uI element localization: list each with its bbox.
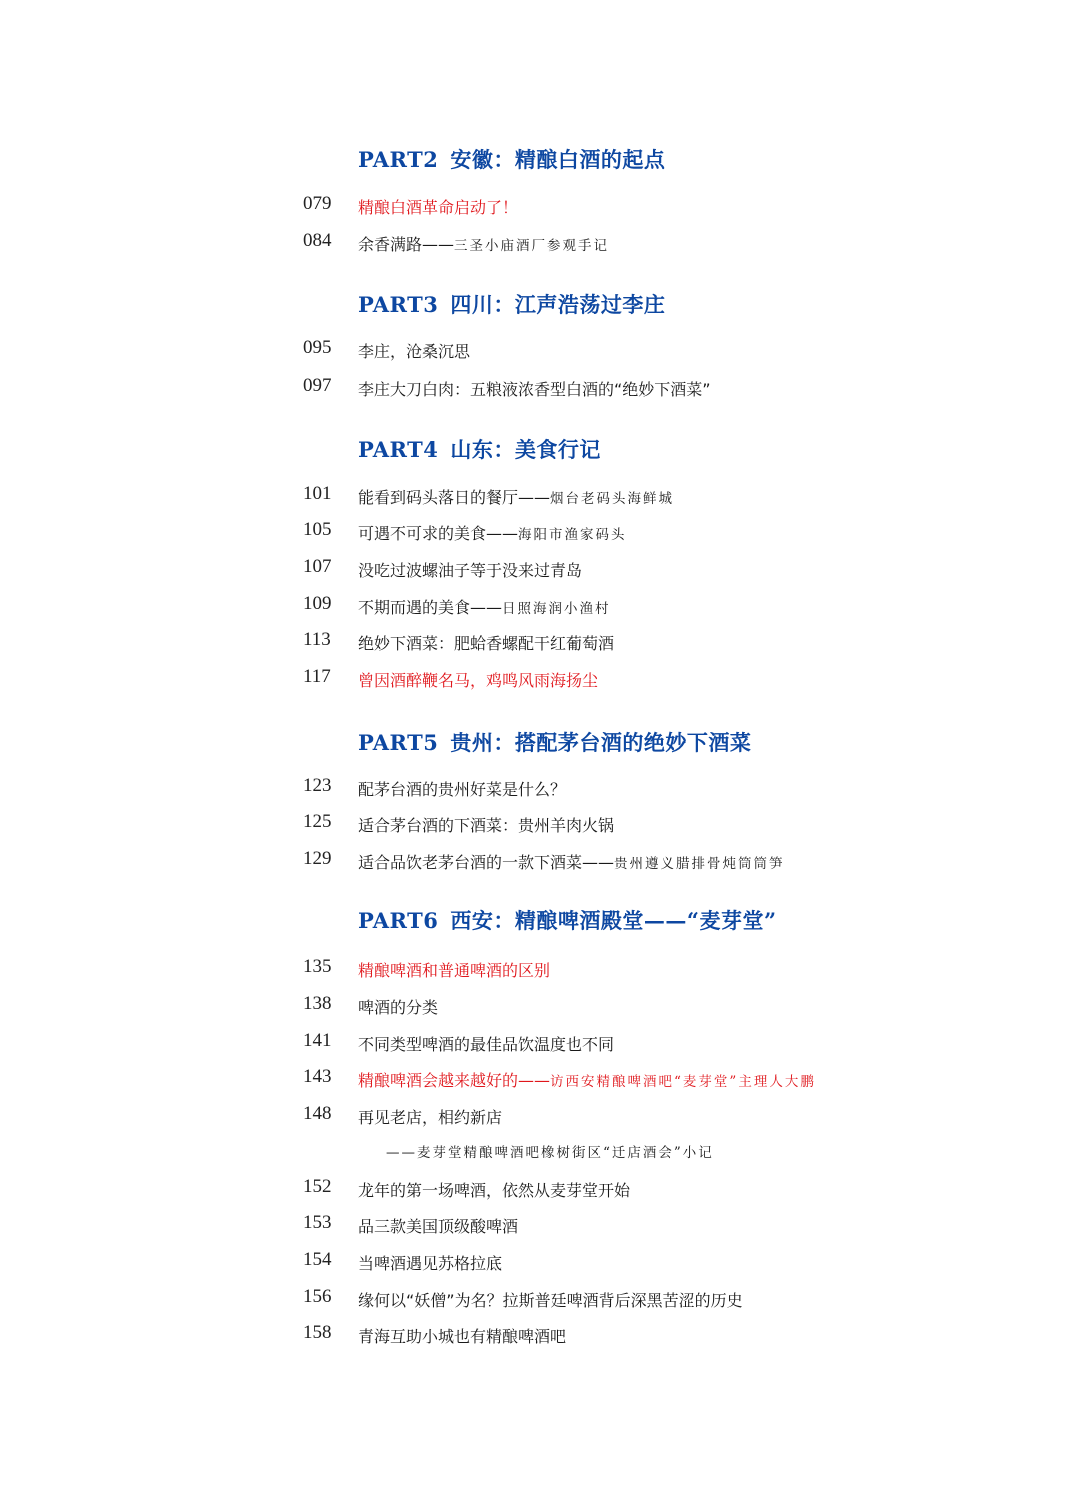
section-title: 山东：美食行记: [450, 437, 601, 462]
entry-main-title: 精酿白酒革命启动了！: [358, 198, 519, 217]
page-number: 153: [303, 1212, 332, 1233]
entry-title: [358, 631, 614, 654]
entry-main-title: 余香满路——: [358, 235, 455, 254]
entry-subtitle: ——麦芽堂精酿啤酒吧橡树街区“迁店酒会”小记: [386, 1145, 714, 1161]
page-number: 097: [303, 375, 332, 396]
toc-entry[interactable]: [0, 593, 1068, 623]
section-title: 西安：精酿啤酒殿堂——“麦芽堂”: [450, 908, 777, 933]
entry-title: [358, 850, 785, 873]
toc-entry[interactable]: [0, 666, 1068, 696]
entry-main-title: 李庄大刀白肉：五粮液浓香型白酒的“绝妙下酒菜”: [358, 380, 711, 399]
toc-entry[interactable]: [0, 1066, 1068, 1096]
page-number: 105: [303, 519, 332, 540]
toc-entry[interactable]: [0, 1322, 1068, 1352]
entry-main-title: 当啤酒遇见苏格拉底: [358, 1254, 503, 1273]
entry-main-title: 青海互助小城也有精酿啤酒吧: [358, 1327, 567, 1346]
part-label: PART6: [358, 908, 439, 933]
page-number: 152: [303, 1176, 332, 1197]
entry-title: [358, 777, 566, 800]
toc-entry[interactable]: [0, 337, 1068, 367]
page-number: 084: [303, 230, 332, 251]
page-number: 113: [303, 629, 331, 650]
toc-entry[interactable]: [0, 1139, 1068, 1169]
entry-main-title: 适合茅台酒的下酒菜：贵州羊肉火锅: [358, 816, 615, 835]
entry-main-title: 绝妙下酒菜：肥蛤香螺配干红葡萄酒: [358, 634, 615, 653]
page-number: 107: [303, 556, 332, 577]
page-number: 143: [303, 1066, 332, 1087]
toc-entry[interactable]: [0, 556, 1068, 586]
entry-title: [358, 339, 470, 362]
page-number: 138: [303, 993, 332, 1014]
entry-main-title: 可遇不可求的美食——: [358, 524, 519, 543]
toc-entry[interactable]: [0, 519, 1068, 549]
entry-subtitle: 烟台老码头海鲜城: [550, 491, 675, 507]
entry-subtitle: 海阳市渔家码头: [518, 527, 627, 543]
entry-title: [358, 1178, 630, 1201]
page-number: 117: [303, 666, 331, 687]
entry-title: [358, 1324, 566, 1347]
toc-entry[interactable]: [0, 483, 1068, 513]
part-label: PART5: [358, 730, 439, 755]
toc-entry[interactable]: [0, 775, 1068, 805]
toc-entry[interactable]: [0, 1176, 1068, 1206]
entry-title: [358, 558, 582, 581]
entry-main-title: 李庄，沧桑沉思: [358, 342, 471, 361]
entry-main-title: 能看到码头落日的餐厅——: [358, 488, 551, 507]
page-number: 109: [303, 593, 332, 614]
entry-title: [358, 1141, 714, 1161]
page-number: 123: [303, 775, 332, 796]
entry-title: [358, 1251, 502, 1274]
entry-subtitle: 日照海润小渔村: [502, 601, 611, 617]
section-heading: [358, 144, 665, 174]
entry-title: [358, 668, 598, 691]
entry-main-title: 不期而遇的美食——: [358, 598, 503, 617]
entry-title: [358, 1068, 816, 1091]
part-label: PART4: [358, 437, 439, 462]
entry-title: [358, 1032, 614, 1055]
entry-title: [358, 1288, 743, 1311]
toc-entry[interactable]: [0, 848, 1068, 878]
toc-entry[interactable]: [0, 230, 1068, 260]
page-number: 135: [303, 956, 332, 977]
entry-main-title: 曾因酒醉鞭名马，鸡鸣风雨海扬尘: [358, 671, 599, 690]
page-number: 156: [303, 1286, 332, 1307]
toc-entry[interactable]: [0, 193, 1068, 223]
entry-main-title: 再见老店，相约新店: [358, 1108, 503, 1127]
entry-subtitle: 贵州遵义腊排骨炖筒筒笋: [614, 856, 785, 872]
entry-main-title: 不同类型啤酒的最佳品饮温度也不同: [358, 1035, 615, 1054]
entry-main-title: 适合品饮老茅台酒的一款下酒菜——: [358, 853, 615, 872]
entry-main-title: 缘何以“妖僧”为名？拉斯普廷啤酒背后深黑苦涩的历史: [358, 1291, 743, 1310]
page-number: 129: [303, 848, 332, 869]
entry-main-title: 品三款美国顶级酸啤酒: [358, 1217, 519, 1236]
entry-title: [358, 1214, 518, 1237]
toc-entry[interactable]: [0, 629, 1068, 659]
entry-main-title: 精酿啤酒会越来越好的——: [358, 1071, 551, 1090]
part-label: PART2: [358, 147, 439, 172]
entry-title: [358, 995, 438, 1018]
page-number: 141: [303, 1030, 332, 1051]
section-heading: [358, 905, 777, 935]
entry-main-title: 精酿啤酒和普通啤酒的区别: [358, 961, 551, 980]
section-title: 安徽：精酿白酒的起点: [450, 147, 666, 172]
toc-entry[interactable]: [0, 811, 1068, 841]
entry-title: [358, 195, 518, 218]
entry-main-title: 啤酒的分类: [358, 998, 439, 1017]
toc-entry[interactable]: [0, 1030, 1068, 1060]
part-label: PART3: [358, 292, 439, 317]
page-number: 101: [303, 483, 332, 504]
entry-title: [358, 377, 711, 400]
entry-main-title: 没吃过波螺油子等于没来过青岛: [358, 561, 583, 580]
page-number: 158: [303, 1322, 332, 1343]
entry-main-title: 配茅台酒的贵州好菜是什么？: [358, 780, 567, 799]
entry-title: [358, 813, 614, 836]
toc-entry[interactable]: [0, 1103, 1068, 1133]
entry-subtitle: 三圣小庙酒厂参观手记: [454, 238, 610, 254]
toc-entry[interactable]: [0, 993, 1068, 1023]
section-heading: [358, 727, 751, 757]
toc-entry[interactable]: [0, 1249, 1068, 1279]
section-title: 四川：江声浩荡过李庄: [450, 292, 666, 317]
page-number: 148: [303, 1103, 332, 1124]
entry-title: [358, 1105, 502, 1128]
entry-title: [358, 232, 609, 255]
section-heading: [358, 434, 601, 464]
toc-entry[interactable]: [0, 1212, 1068, 1242]
entry-subtitle: 访西安精酿啤酒吧“麦芽堂”主理人大鹏: [550, 1074, 816, 1090]
entry-title: [358, 958, 550, 981]
entry-title: [358, 485, 674, 508]
entry-title: [358, 521, 627, 544]
entry-main-title: 龙年的第一场啤酒，依然从麦芽堂开始: [358, 1181, 631, 1200]
toc-entry[interactable]: [0, 375, 1068, 405]
page-number: 154: [303, 1249, 332, 1270]
toc-entry[interactable]: [0, 1286, 1068, 1316]
page-number: 095: [303, 337, 332, 358]
page-number: 125: [303, 811, 332, 832]
section-title: 贵州：搭配茅台酒的绝妙下酒菜: [450, 730, 752, 755]
section-heading: [358, 289, 665, 319]
toc-entry[interactable]: [0, 956, 1068, 986]
page-number: 079: [303, 193, 332, 214]
entry-title: [358, 595, 611, 618]
